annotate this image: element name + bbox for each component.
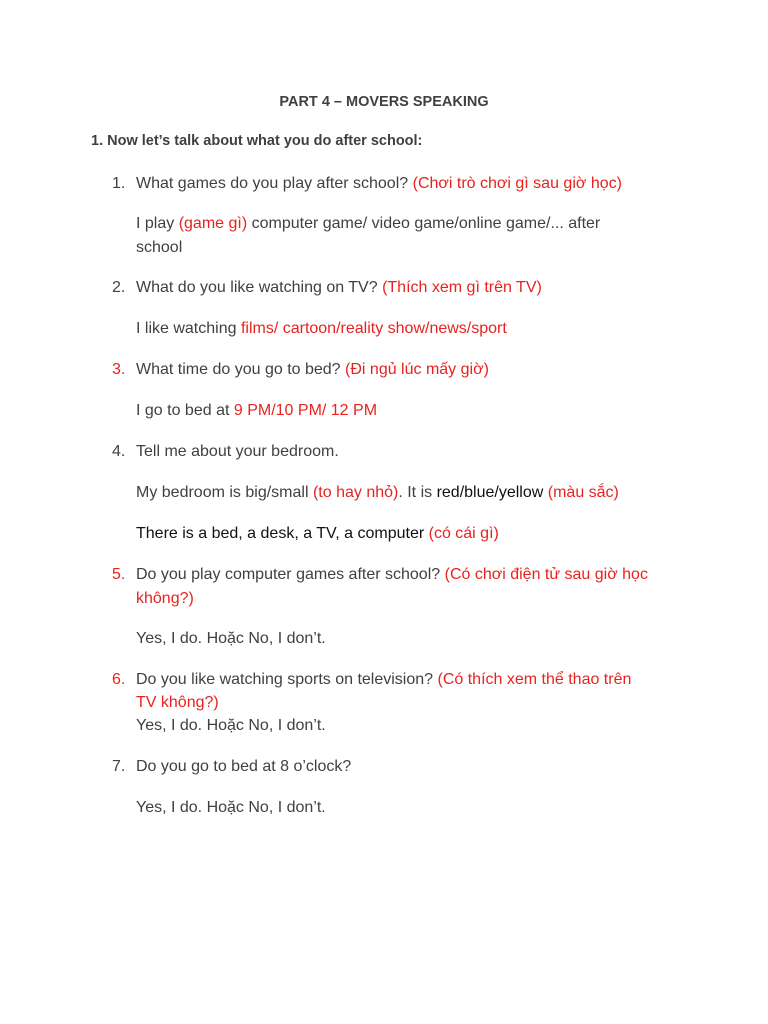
question-text: What games do you play after school? bbox=[136, 175, 409, 192]
translation-text: (Đi ngủ lúc mấy giờ) bbox=[345, 361, 489, 378]
item-number: 2. bbox=[112, 279, 126, 296]
question-text: What time do you go to bed? bbox=[136, 361, 341, 378]
item-number: 1. bbox=[112, 175, 126, 192]
question-text: What do you like watching on TV? bbox=[136, 279, 378, 296]
translation-text: (Thích xem gì trên TV) bbox=[382, 279, 542, 296]
question-text: Tell me about your bedroom. bbox=[136, 443, 339, 460]
item-number: 5. bbox=[112, 566, 126, 583]
answer-line bbox=[136, 212, 696, 235]
answer-text: I go to bed at bbox=[136, 402, 234, 419]
answer-line bbox=[136, 796, 696, 819]
answer-line bbox=[136, 317, 696, 340]
translation-text: (Có chơi điện tử sau giờ học bbox=[444, 566, 648, 583]
answer-options: 9 PM/10 PM/ 12 PM bbox=[233, 402, 378, 419]
answer-line bbox=[136, 481, 696, 504]
question-line-continued bbox=[136, 587, 696, 610]
answer-line bbox=[136, 399, 696, 422]
answer-text: There is a bed, a desk, a TV, a computer bbox=[136, 525, 429, 542]
question-line bbox=[136, 172, 696, 195]
answer-hint: (game gì) bbox=[178, 215, 248, 232]
question-text: Do you play computer games after school? bbox=[136, 566, 441, 583]
question-line-continued bbox=[136, 691, 696, 714]
answer-hint: (có cái gì) bbox=[428, 525, 499, 542]
answer-hint: (màu sắc) bbox=[543, 484, 619, 501]
answer-text: computer game/ video game/online game/... after bbox=[247, 215, 601, 232]
answer-text: Yes, I do. Hoặc No, I don’t. bbox=[136, 717, 326, 734]
question-line bbox=[136, 440, 696, 463]
item-number: 4. bbox=[112, 443, 126, 460]
translation-text: (Có thích xem thể thao trên bbox=[437, 671, 632, 688]
answer-line bbox=[136, 522, 696, 545]
translation-text: TV không?) bbox=[136, 694, 219, 711]
answer-line bbox=[136, 627, 696, 650]
section-heading: 1. Now let’s talk about what you do after school: bbox=[91, 133, 423, 149]
answer-line-continued bbox=[136, 236, 696, 259]
answer-line bbox=[136, 714, 696, 737]
question-line bbox=[136, 358, 696, 381]
question-line bbox=[136, 755, 696, 778]
answer-text: . It is bbox=[398, 484, 437, 501]
answer-hint: (to hay nhỏ) bbox=[312, 484, 399, 501]
answer-text: school bbox=[136, 239, 183, 256]
item-number: 7. bbox=[112, 758, 126, 775]
question-text: Do you go to bed at 8 o’clock? bbox=[136, 758, 352, 775]
question-text: Do you like watching sports on television? bbox=[136, 671, 434, 688]
question-line bbox=[136, 668, 696, 691]
item-number: 3. bbox=[112, 361, 126, 378]
answer-text: Yes, I do. Hoặc No, I don’t. bbox=[136, 799, 326, 816]
answer-text: Yes, I do. Hoặc No, I don’t. bbox=[136, 630, 326, 647]
answer-text: I like watching bbox=[136, 320, 241, 337]
translation-text: không?) bbox=[136, 590, 194, 607]
answer-options: films/ cartoon/reality show/news/sport bbox=[240, 320, 507, 337]
question-line bbox=[136, 276, 696, 299]
answer-text: I play bbox=[136, 215, 179, 232]
answer-text: My bedroom is big/small bbox=[136, 484, 313, 501]
page-title: PART 4 – MOVERS SPEAKING bbox=[279, 94, 489, 110]
item-number: 6. bbox=[112, 671, 126, 688]
question-line bbox=[136, 563, 696, 586]
translation-text: (Chơi trò chơi gì sau giờ học) bbox=[412, 175, 622, 192]
answer-options: red/blue/yellow bbox=[436, 484, 544, 501]
